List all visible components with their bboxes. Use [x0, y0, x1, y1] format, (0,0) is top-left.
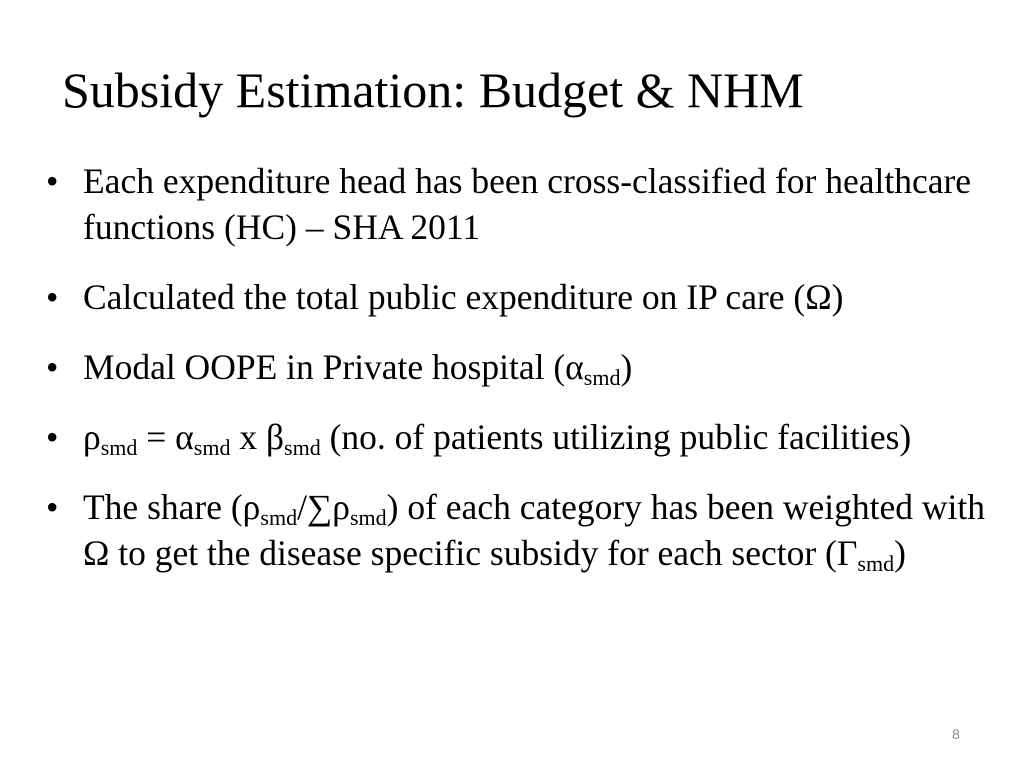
bullet-text	[83, 417, 912, 460]
text-part: /∑ρ	[297, 487, 350, 527]
bullet-item	[0, 484, 1000, 576]
bullet-item	[0, 158, 1000, 250]
bullet-dot: •	[46, 417, 59, 457]
bullet-text: Each expenditure head has been cross-classified for healthcare functions (HC) – SHA 2011	[83, 161, 972, 247]
bullet-dot: •	[46, 347, 59, 387]
subscript: smd	[284, 435, 321, 460]
bullet-item	[0, 414, 1000, 460]
subscript: smd	[583, 365, 621, 390]
bullet-item	[0, 274, 1000, 320]
text-part: x β	[230, 417, 285, 457]
text-part: (no. of patients utilizing public facilities)	[320, 417, 912, 457]
bullet-text	[83, 347, 633, 390]
text-part: = α	[137, 417, 194, 457]
text-part: Modal OOPE in Private hospital (α	[83, 347, 584, 387]
text-part: ) of each category has been weighted with Ω to get the disease specific subsidy for each sector (Γ	[83, 487, 985, 573]
subscript: smd	[349, 505, 387, 530]
bullet-dot: •	[46, 161, 59, 201]
subscript: smd	[260, 505, 298, 530]
text-part: ρ	[83, 417, 101, 457]
subscript: smd	[193, 435, 231, 460]
bullet-text: Calculated the total public expenditure on IP care (Ω)	[83, 277, 844, 317]
text-part: The share (ρ	[83, 487, 261, 527]
page-number: 8	[952, 726, 960, 742]
subscript: smd	[857, 551, 895, 576]
bullet-text	[83, 487, 985, 576]
bullet-dot: •	[46, 487, 59, 527]
bullet-item	[0, 344, 1000, 390]
text-part: )	[620, 347, 633, 387]
bullet-dot: •	[46, 277, 59, 317]
subscript: smd	[100, 435, 138, 460]
text-part: )	[894, 533, 906, 573]
bullet-list	[0, 158, 1000, 600]
slide-title: Subsidy Estimation: Budget & NHM	[62, 62, 804, 118]
